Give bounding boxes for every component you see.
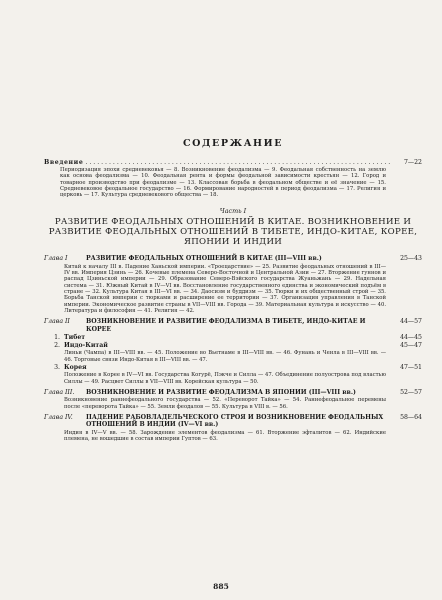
chapter-title: ВОЗНИКНОВЕНИЕ И РАЗВИТИЕ ФЕОДАЛИЗМА В ТИБЕТЕ, ИНДО-КИТАЕ И КОРЕЕ xyxy=(86,318,366,333)
chapter-label: Глава I xyxy=(44,255,68,263)
section-entry xyxy=(44,342,422,349)
chapter-description: Возникновение раннефеодального государства — 52. «Переворот Тайка» — 54. Раннефеодальное перемены после «переворота Тайка» — 55. Земли феодалов — 55. Культура в VIII в. — 56. xyxy=(64,397,386,410)
section-description: Линьи (Чампа) в III—VIII вв. — 45. Положение во Вьетнаме в III—VIII вв. — 46. Фунань и Ченла в III—VIII вв. — 46. Торговые связи Индо-Китая в III—VIII вв. — 47. xyxy=(64,350,386,363)
part-label: Часть I xyxy=(219,207,247,216)
intro-description: Периодизация эпохи средневековья — 8. Возникновение феодализма — 9. Феодальная собственность на землю как основа феодализма — 10. Феодальная рента и формы феодальной зависимости крестьян — 12. Город и товарное производство при феодализме — 13. Классовая борьба в феодальном обществе и её значение — 15. Средневековое феодальное государство — 16. Формирование народностей в период феодализма — 17. Религия и церковь — 17. Культура средневекового общества — 18. xyxy=(60,167,386,199)
intro-pages: 7—22 xyxy=(404,159,422,166)
chapter-label: Глава III. xyxy=(44,388,75,396)
section-entry xyxy=(44,334,422,341)
section-description: Положение в Корее в IV—VI вв. Государства Когурё, Пэкче и Силла — 47. Объединение полуострова под властью Силлы — 49. Расцвет Силлы в VII—VIII вв. Корейская культура — 50. xyxy=(64,372,386,385)
chapter-pages: 44—57 xyxy=(400,318,422,326)
chapter-pages: 52—57 xyxy=(400,388,422,396)
intro-label: Введение xyxy=(44,159,84,166)
chapter-description: Индия в IV—V вв. — 58. Зарождение элементов феодализма — 61. Вторжение эфталитов — 62. Индийские племена, не вошедшие в состав империи Гуптов — 63. xyxy=(64,429,386,442)
chapter-title: РАЗВИТИЕ ФЕОДАЛЬНЫХ ОТНОШЕНИЙ В КИТАЕ (III—VIII вв.) xyxy=(86,255,322,263)
part-title: РАЗВИТИЕ ФЕОДАЛЬНЫХ ОТНОШЕНИЙ В КИТАЕ. ВОЗНИКНОВЕНИЕ И РАЗВИТИЕ ФЕОДАЛЬНЫХ ОТНОШЕНИЙ В ТИБЕТЕ, ИНДО-КИТАЕ, КОРЕЕ, ЯПОНИИ И ИНДИИ xyxy=(48,217,418,248)
section-label: 3. xyxy=(54,364,60,372)
chapter-label: Глава II xyxy=(44,318,70,326)
toc-title: СОДЕРЖАНИЕ xyxy=(182,138,284,149)
section-pages: 45—47 xyxy=(400,342,422,350)
section-entry xyxy=(44,364,422,371)
section-title: Тибет xyxy=(64,334,86,342)
chapter-pages: 58—64 xyxy=(400,413,422,421)
intro-entry xyxy=(44,159,422,198)
page-number: 885 xyxy=(213,582,229,591)
chapter-entry xyxy=(44,318,422,385)
chapter-title: ВОЗНИКНОВЕНИЕ И РАЗВИТИЕ ФЕОДАЛИЗМА В ЯПОНИИ (III—VIII вв.) xyxy=(86,388,356,396)
chapter-label: Глава IV. xyxy=(44,413,73,421)
chapter-entry xyxy=(44,255,422,314)
section-title: Корея xyxy=(64,364,87,372)
section-pages: 44—45 xyxy=(400,334,422,342)
chapter-pages: 25—43 xyxy=(400,255,422,263)
chapter-description: Китай к началу III в. Падение Ханьской империи. «Троецарствие» — 25. Развитие феодальных отношений в III—IV вв. Империя Цзинь — 26. Кочевые племена Северо-Восточной и Центральной Азии — 27. Вторжение гуннов и распад Цзиньской империи — 29. Образование Северо-Вэйского государства Жуаньжань — 29. Надельная система — 31. Южный Китай в IV—VI вв. Восстановление государственного единства и экономический подъём в стране — 32. Культура Китая в III—VI вв. — 34. Даосизм и буддизм — 35. Тюрки и их общественный строй — 35. Борьба Танской империи с тюрками и расширение ее территории — 37. Организация управления в Танской империи. Экономическое развитие страны в VII—VIII вв. Города — 39. Материальная культура и искусство — 40. Литература и философия — 41. Религия — 42. xyxy=(64,263,386,314)
section-pages: 47—51 xyxy=(400,364,422,372)
chapter-entry xyxy=(44,414,422,442)
leader-dots xyxy=(85,159,392,166)
section-label: 2. xyxy=(54,342,60,350)
section-title: Индо-Китай xyxy=(64,342,108,350)
chapter-entry xyxy=(44,389,422,410)
section-label: 1. xyxy=(54,334,60,342)
table-of-contents xyxy=(44,138,422,446)
chapter-title: ПАДЕНИЕ РАБОВЛАДЕЛЬЧЕСКОГО СТРОЯ И ВОЗНИКНОВЕНИЕ ФЕОДАЛЬНЫХ ОТНОШЕНИЙ В ИНДИИ (IV—VI вв.) xyxy=(86,413,384,429)
